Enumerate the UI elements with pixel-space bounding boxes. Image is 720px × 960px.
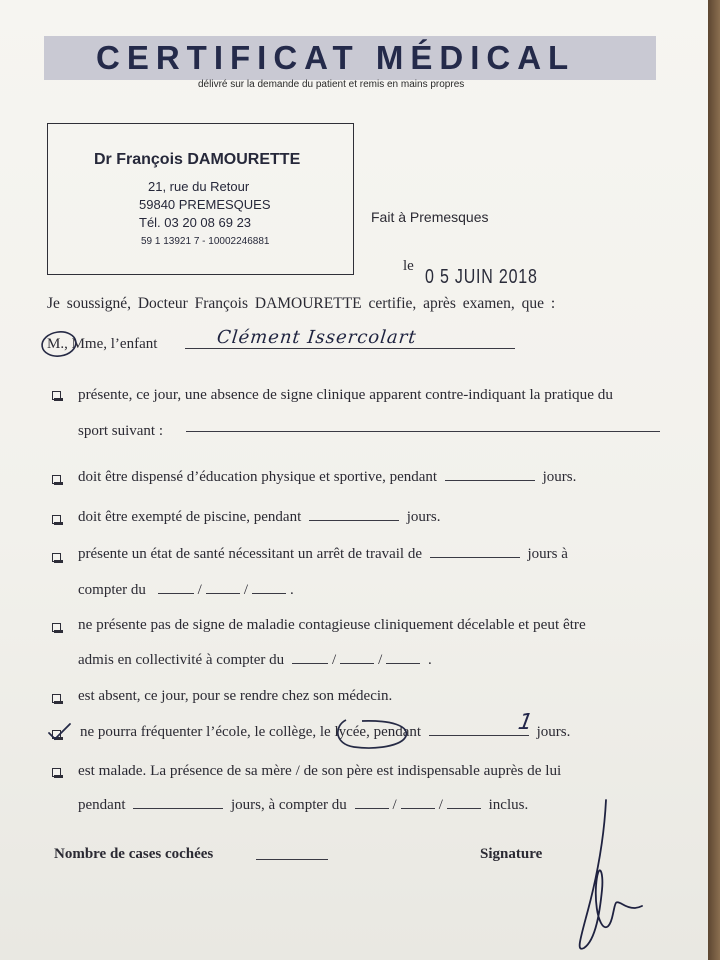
- option-work-line2: compter du / / .: [78, 582, 294, 598]
- patient-name-line: [185, 348, 515, 349]
- option-work-days-label: jours à: [527, 546, 568, 562]
- circle-mark-icon: [38, 328, 78, 360]
- option-school-pendant: pendant: [373, 724, 422, 740]
- option-contagious-line1: ne présente pas de signe de maladie contagieuse cliniquement décelable et peut être: [78, 616, 586, 633]
- doctor-city: 59840 PREMESQUES: [139, 197, 271, 212]
- doctor-identifier: 59 1 13921 7 - 10002246881: [141, 236, 270, 247]
- work-date-month-field[interactable]: [206, 592, 240, 594]
- work-date-day-field[interactable]: [158, 592, 194, 594]
- checkbox-non-contagious[interactable]: [52, 623, 61, 632]
- sport-field[interactable]: [186, 431, 660, 432]
- doctor-phone: Tél. 03 20 08 69 23: [139, 215, 252, 230]
- option-work-from-label: compter du: [78, 582, 146, 598]
- pe-days-field[interactable]: [445, 479, 535, 481]
- doctor-stamp-box: [47, 123, 354, 275]
- work-date-year-field[interactable]: [252, 592, 286, 594]
- parent-date-month-field[interactable]: [401, 807, 435, 809]
- title-options: , Mme, l’enfant: [64, 336, 158, 352]
- option-contagious-from-label: admis en collectivité à compter du: [78, 652, 285, 668]
- intro-statement: Je soussigné, Docteur François DAMOURETTE certifie, après examen, que :: [47, 295, 556, 312]
- option-school-line: [80, 724, 570, 741]
- checkbox-sport-aptitude[interactable]: [52, 391, 61, 400]
- option-school-lycee: le lycée,: [319, 724, 370, 740]
- circle-mark-icon: [332, 712, 410, 752]
- checked-count-field[interactable]: [256, 859, 328, 860]
- checkbox-pe-exemption[interactable]: [52, 475, 61, 484]
- option-work-line1: [78, 546, 568, 563]
- option-parent-inclus: inclus.: [488, 797, 529, 813]
- parent-date-day-field[interactable]: [355, 807, 389, 809]
- option-sport-line2: sport suivant :: [78, 423, 163, 439]
- option-school-days-label: jours.: [536, 724, 571, 740]
- option-pool-text: doit être exempté de piscine, pendant: [78, 509, 302, 525]
- option-work-text: présente un état de santé nécessitant un arrêt de travail de: [78, 546, 423, 562]
- work-days-field[interactable]: [430, 556, 520, 558]
- date-stamp: 0 5 JUIN 2018: [425, 266, 538, 288]
- option-sport-line1: présente, ce jour, une absence de signe clinique apparent contre-indiquant la pratique du: [78, 386, 613, 403]
- signature-label: Signature: [480, 846, 543, 862]
- option-parent-line1: est malade. La présence de sa mère / de son père est indispensable auprès de lui: [78, 762, 562, 779]
- school-days-value: 1: [513, 710, 537, 735]
- table-background: [708, 0, 720, 960]
- checkbox-pool-exemption[interactable]: [52, 515, 61, 524]
- option-contagious-line2: admis en collectivité à compter du / / .: [78, 652, 432, 668]
- document-title: CERTIFICAT MÉDICAL: [44, 36, 656, 80]
- contagious-date-year-field[interactable]: [386, 662, 420, 664]
- place-of-issue: Fait à Premesques: [371, 209, 489, 225]
- doctor-street: 21, rue du Retour: [148, 179, 250, 194]
- option-pe-line: [78, 469, 576, 486]
- pool-days-field[interactable]: [309, 519, 399, 521]
- checkbox-work-stoppage[interactable]: [52, 553, 61, 562]
- check-mark-icon: [46, 722, 72, 742]
- contagious-date-day-field[interactable]: [292, 662, 328, 664]
- contagious-date-month-field[interactable]: [340, 662, 374, 664]
- signature-scribble: [566, 790, 666, 960]
- option-parent-from-label: jours, à compter du: [230, 797, 347, 813]
- parent-days-field[interactable]: [133, 807, 223, 809]
- option-parent-line2: pendant jours, à compter du / / inclus.: [78, 797, 529, 813]
- option-pe-days-label: jours.: [542, 469, 577, 485]
- option-absent-line: est absent, ce jour, pour se rendre chez son médecin.: [78, 688, 393, 704]
- checkbox-absent-doctor[interactable]: [52, 694, 61, 703]
- option-pool-line: [78, 509, 441, 526]
- checkbox-parent-presence[interactable]: [52, 768, 61, 777]
- patient-name-handwritten: Clément Issercolart: [215, 327, 418, 348]
- doctor-name: Dr François DAMOURETTE: [94, 151, 301, 168]
- option-pe-text: doit être dispensé d’éducation physique et sportive, pendant: [78, 469, 438, 485]
- document-subtitle: délivré sur la demande du patient et remis en mains propres: [198, 79, 465, 90]
- checked-count-label: Nombre de cases cochées: [54, 846, 214, 862]
- title-m: M.: [47, 336, 65, 352]
- option-pool-days-label: jours.: [406, 509, 441, 525]
- date-prefix: le: [403, 258, 414, 274]
- option-school-text: ne pourra fréquenter l’école, le collège,: [80, 724, 317, 740]
- option-parent-pendant: pendant: [78, 797, 126, 813]
- parent-date-year-field[interactable]: [447, 807, 481, 809]
